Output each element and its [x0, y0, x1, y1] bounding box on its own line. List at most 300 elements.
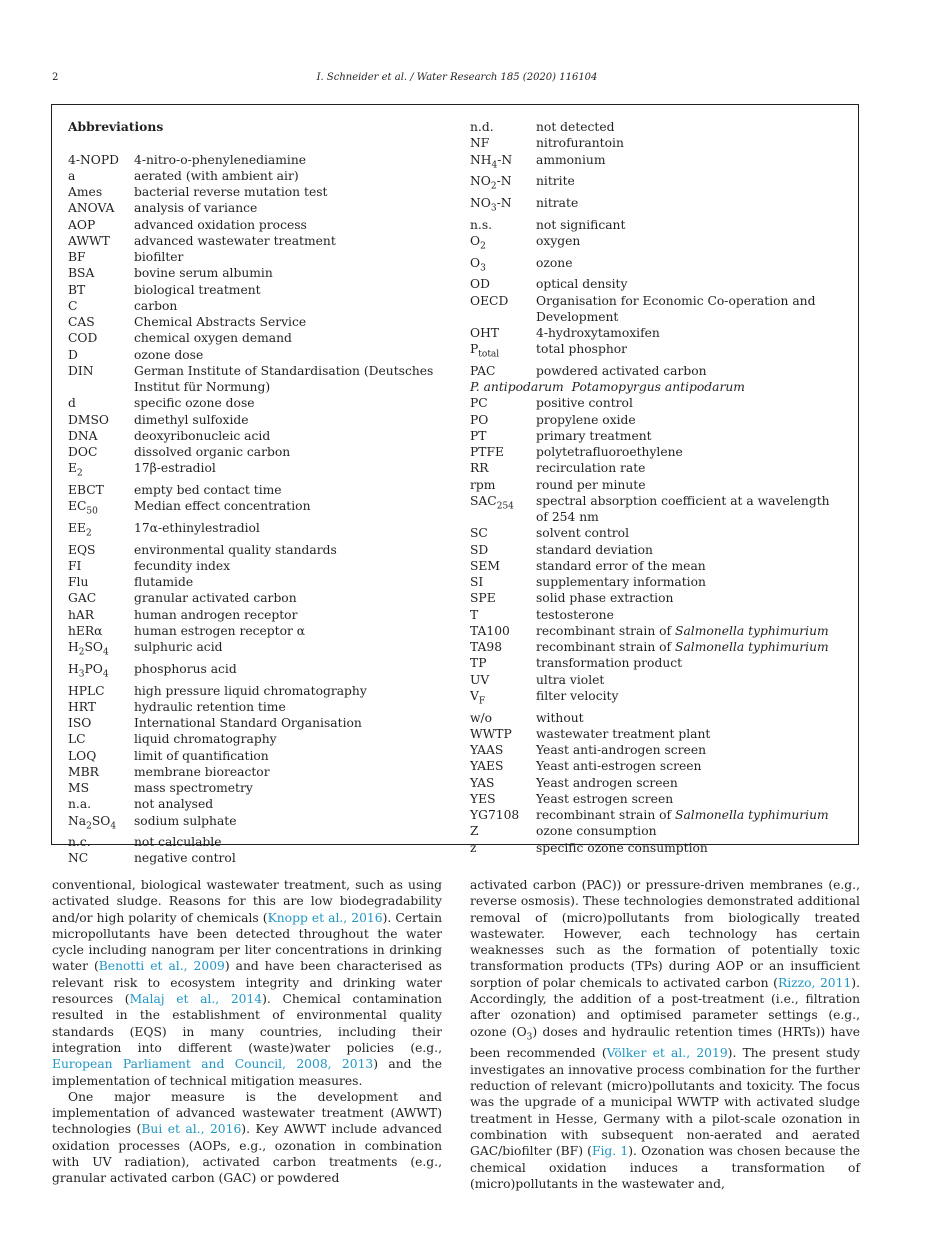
abbreviation-term — [68, 623, 134, 639]
abbreviation-subscript: 3 — [78, 669, 85, 680]
abbreviation-definition — [536, 726, 840, 742]
abbreviation-row — [470, 558, 840, 574]
abbreviation-term-text: OD — [470, 277, 490, 292]
abbreviation-term-text: HPLC — [68, 683, 105, 698]
abbreviation-definition — [536, 672, 840, 688]
abbreviation-term-text: z — [470, 840, 477, 855]
abbreviation-term-text: SI — [470, 575, 484, 590]
abbreviation-term-text: TP — [470, 656, 487, 671]
abbreviation-definition-text: wastewater treatment plant — [536, 726, 711, 741]
abbreviation-row — [68, 428, 448, 444]
abbreviation-term — [68, 412, 134, 428]
abbreviation-row — [470, 574, 840, 590]
abbreviation-term-text: DMSO — [68, 412, 109, 427]
abbreviation-row — [68, 731, 448, 747]
body-text: ). Chemical contamination resulted in the establishment of environmental quality standards (EQS) in many countries, including their integration into different (waste)water policies (e.g., — [52, 992, 442, 1055]
citation-link[interactable]: Malaj et al., 2014 — [129, 992, 263, 1007]
abbreviation-term — [68, 574, 134, 590]
abbreviation-definition-text: supplementary information — [536, 575, 706, 590]
abbreviations-left-column — [68, 119, 448, 867]
abbreviation-term-text: 4-NOPD — [68, 152, 119, 167]
abbreviation-definition-text: membrane bioreactor — [134, 764, 270, 779]
abbreviation-subscript: 4 — [102, 669, 109, 680]
abbreviation-term — [68, 715, 134, 731]
abbreviation-definition-text: Yeast anti-androgen screen — [536, 743, 707, 758]
abbreviation-term-text: AOP — [68, 217, 96, 232]
abbreviation-term — [68, 233, 134, 249]
abbreviation-definition-text: spectral absorption coefficient at a wavelength of 254 nm — [536, 493, 830, 525]
abbreviation-term-text: OHT — [470, 326, 500, 341]
abbreviation-definition-text: ozone dose — [134, 347, 204, 362]
body-text: ). Key AWWT include advanced oxidation processes (AOPs, e.g., ozonation in combination with UV radiation), activated carbon treatments (e.g., granular activated carbon (GAC) or powdered — [52, 1122, 442, 1186]
abbreviation-definition-text: optical density — [536, 277, 628, 292]
body-text: ). Accordingly, the addition of a post-treatment (i.e., filtration after ozonation) and optimised parameter settings (e.g., ozone (O — [470, 975, 860, 1039]
abbreviation-row — [68, 748, 448, 764]
abbreviation-term-text: SC — [470, 526, 488, 541]
abbreviation-term-text: TA100 — [470, 623, 510, 638]
abbreviation-term — [470, 590, 536, 606]
abbreviation-definition-text: German Institute of Standardisation (Deutsches Institut für Normung) — [134, 363, 434, 394]
abbreviation-term-tail: SO — [91, 813, 111, 828]
abbreviation-definition-italic: Salmonella typhimurium — [675, 640, 829, 655]
abbreviation-row — [470, 341, 840, 363]
abbreviation-subscript: 4 — [102, 647, 109, 658]
abbreviation-definition-text: nitrate — [536, 195, 579, 210]
abbreviation-definition — [134, 265, 448, 281]
abbreviation-definition — [536, 460, 840, 476]
abbreviation-definition — [536, 742, 840, 758]
abbreviation-definition-text: biofilter — [134, 250, 184, 264]
abbreviation-definition-text: phosphorus acid — [134, 661, 237, 676]
abbreviation-term-text: MS — [68, 781, 90, 796]
abbreviation-definition-text: fecundity index — [134, 558, 231, 573]
abbreviation-term-text: PAC — [470, 363, 496, 378]
abbreviation-definition-text: round per minute — [536, 477, 646, 492]
abbreviation-term: P. antipodarum — [470, 380, 564, 395]
abbreviation-term — [68, 460, 134, 482]
abbreviation-definition — [134, 764, 448, 780]
abbreviation-row — [470, 293, 840, 326]
abbreviation-subscript: total — [478, 349, 500, 360]
abbreviation-definition — [134, 715, 448, 731]
abbreviation-term — [470, 840, 536, 856]
abbreviation-term-text: EQS — [68, 542, 96, 557]
abbreviation-term-text: E — [68, 461, 77, 476]
abbreviation-term-text: PT — [470, 428, 487, 443]
abbreviation-definition-text: carbon — [134, 298, 178, 313]
abbreviation-term — [470, 791, 536, 807]
abbreviation-term — [68, 347, 134, 363]
abbreviation-term — [470, 325, 536, 341]
abbreviation-term-text: WWTP — [470, 726, 512, 741]
abbreviation-definition — [134, 363, 448, 396]
abbreviation-term — [68, 780, 134, 796]
abbreviation-definition — [134, 347, 448, 363]
abbreviation-term-text: n.c. — [68, 835, 91, 850]
abbreviation-row — [68, 482, 448, 498]
abbreviation-row — [470, 233, 840, 255]
body-text: ). The present study investigates an innovative process combination for the further reduction of relevant (micro)pollutants and toxicity. The focus was the upgrade of a municipal WWTP with activated sludge treatment in Hesse, Germany with a pilot-scale ozonation in combination with subsequent non-aerated and aerated GAC/biofilter (BF) ( — [470, 1046, 860, 1159]
abbreviation-definition — [536, 135, 840, 151]
abbreviation-row — [68, 699, 448, 715]
running-header — [52, 72, 862, 88]
abbreviation-definition — [536, 558, 840, 574]
abbreviation-subscript: 2 — [78, 647, 85, 658]
abbreviation-row — [68, 330, 448, 346]
body-text: ). Certain micropollutants have been detected throughout the water cycle including nanogram per liter concentrations in drinking water ( — [52, 910, 443, 974]
abbreviation-row — [68, 200, 448, 216]
citation-link[interactable]: Rizzo, 2011 — [777, 975, 852, 990]
abbreviation-row — [68, 363, 448, 396]
abbreviation-row — [68, 661, 448, 683]
abbreviation-definition — [134, 590, 448, 606]
abbreviation-definition — [536, 233, 840, 255]
abbreviation-row — [68, 249, 448, 265]
abbreviation-definition — [536, 428, 840, 444]
abbreviation-definition-text: advanced oxidation process — [134, 217, 307, 232]
abbreviation-term — [470, 119, 536, 135]
abbreviation-term — [68, 330, 134, 346]
abbreviation-term-text: LC — [68, 732, 86, 747]
abbreviation-term-text: SPE — [470, 591, 496, 606]
abbreviation-definition — [536, 623, 840, 639]
abbreviation-term-tail: PO — [84, 661, 103, 676]
abbreviation-definition-text: negative control — [134, 851, 236, 866]
abbreviation-term — [68, 683, 134, 699]
abbreviation-definition-text: liquid chromatography — [134, 732, 277, 747]
abbreviation-term-text: EC — [68, 499, 87, 514]
abbreviation-definition — [536, 477, 840, 493]
abbreviation-term — [470, 623, 536, 639]
abbreviation-row — [470, 791, 840, 807]
abbreviation-term-text: GAC — [68, 591, 97, 606]
abbreviation-row — [68, 764, 448, 780]
abbreviation-term — [68, 395, 134, 411]
abbreviation-term-text: BT — [68, 282, 86, 297]
abbreviation-row — [470, 525, 840, 541]
abbreviation-term-text: O — [470, 233, 481, 248]
abbreviation-term — [470, 152, 536, 174]
abbreviation-definition — [134, 314, 448, 330]
abbreviation-subscript: 50 — [86, 506, 98, 517]
abbreviation-subscript: F — [478, 696, 486, 707]
abbreviation-definition-text: Median effect concentration — [134, 499, 311, 514]
abbreviation-definition — [536, 775, 840, 791]
abbreviation-row — [68, 715, 448, 731]
abbreviation-term — [470, 460, 536, 476]
abbreviation-row — [470, 688, 840, 710]
abbreviation-subscript: 3 — [490, 203, 497, 214]
body-text: ) and the implementation of technical mitigation measures. — [52, 1057, 442, 1088]
abbreviation-row — [470, 623, 840, 639]
abbreviation-definition-text: limit of quantification — [134, 748, 269, 763]
abbreviation-definition-text: not analysed — [134, 797, 214, 812]
abbreviation-term-text: NC — [68, 851, 89, 866]
abbreviation-definition-text: standard error of the mean — [536, 558, 706, 573]
abbreviation-term — [470, 477, 536, 493]
abbreviation-definition-text: bacterial reverse mutation test — [134, 185, 328, 199]
abbreviation-definition-text: recombinant strain of — [536, 640, 676, 655]
abbreviation-definition-text: ultra violet — [536, 672, 605, 687]
abbreviation-definition — [536, 412, 840, 428]
abbreviation-row — [68, 542, 448, 558]
abbreviation-term — [68, 590, 134, 606]
abbreviation-term — [68, 444, 134, 460]
abbreviation-definition — [536, 325, 840, 341]
abbreviation-definition-text: transformation product — [536, 656, 683, 671]
abbreviation-definition-text: dimethyl sulfoxide — [134, 412, 249, 427]
abbreviation-term — [470, 276, 536, 292]
abbreviation-term-text: ANOVA — [68, 201, 115, 216]
abbreviation-term — [68, 249, 134, 265]
abbreviation-definition — [536, 119, 840, 135]
citation-link[interactable]: Völker et al., 2019 — [606, 1046, 728, 1061]
abbreviation-term — [470, 293, 536, 326]
body-text-column-2 — [470, 877, 860, 1192]
abbreviation-term — [68, 217, 134, 233]
abbreviation-definition-text: International Standard Organisation — [134, 716, 362, 731]
abbreviation-definition — [134, 731, 448, 747]
abbreviation-row — [470, 726, 840, 742]
abbreviation-definition-text: sulphuric acid — [134, 640, 223, 655]
abbreviation-term — [470, 758, 536, 774]
abbreviation-term — [470, 574, 536, 590]
abbreviation-definition-text: nitrite — [536, 174, 575, 189]
abbreviation-row — [470, 775, 840, 791]
abbreviation-definition-text: primary treatment — [536, 428, 652, 443]
abbreviation-term — [68, 748, 134, 764]
abbreviation-row — [470, 840, 840, 856]
body-text: ). Ozonation was chosen because the chemical oxidation induces a transformation of (micro)pollutants in the wastewater and, — [470, 1144, 860, 1191]
abbreviation-definition-text: specific ozone consumption — [536, 840, 708, 855]
abbreviation-term — [470, 607, 536, 623]
abbreviation-definition — [134, 850, 448, 866]
abbreviation-definition-text: ammonium — [536, 152, 606, 167]
abbreviation-term-text: COD — [68, 331, 98, 346]
abbreviation-term-text: n.s. — [470, 217, 493, 232]
abbreviation-row — [68, 520, 448, 542]
abbreviation-term-text: ISO — [68, 716, 92, 731]
citation-link[interactable]: Fig. 1 — [591, 1144, 629, 1159]
abbreviation-definition — [536, 807, 840, 823]
abbreviation-term — [68, 482, 134, 498]
abbreviation-term — [68, 542, 134, 558]
abbreviation-definition — [134, 520, 448, 542]
abbreviation-term-text: n.d. — [470, 120, 494, 134]
abbreviation-definition-text: mass spectrometry — [134, 781, 253, 796]
abbreviation-subscript: 254 — [496, 501, 514, 512]
abbreviation-term-text: AWWT — [68, 233, 110, 248]
subscript: 3 — [526, 1032, 533, 1043]
abbreviation-definition-text: standard deviation — [536, 542, 653, 557]
abbreviation-row — [470, 379, 840, 395]
abbreviation-definition — [134, 217, 448, 233]
abbreviation-term-text: YES — [470, 791, 496, 806]
abbreviation-definition-text: human estrogen receptor α — [134, 623, 306, 638]
abbreviation-definition — [134, 168, 448, 184]
abbreviation-term-text: BF — [68, 250, 86, 264]
abbreviation-row — [470, 542, 840, 558]
abbreviation-term — [68, 731, 134, 747]
abbreviation-definition-italic: Salmonella typhimurium — [675, 808, 829, 823]
abbreviation-definition — [134, 460, 448, 482]
abbreviation-term — [68, 363, 134, 396]
abbreviation-definition-text: 17β-estradiol — [134, 461, 216, 476]
abbreviation-row — [68, 282, 448, 298]
abbreviation-term-text: V — [470, 688, 479, 703]
abbreviation-definition — [536, 493, 840, 526]
abbreviation-definition-text: empty bed contact time — [134, 482, 282, 497]
abbreviation-row — [470, 135, 840, 151]
abbreviation-term-tail: -N — [496, 195, 512, 210]
abbreviation-row — [68, 347, 448, 363]
abbreviation-definition — [536, 255, 840, 277]
abbreviation-term — [68, 152, 134, 168]
abbreviation-term — [470, 775, 536, 791]
abbreviation-term-text: BSA — [68, 266, 95, 281]
abbreviation-row — [470, 428, 840, 444]
body-text: activated carbon (PAC)) or pressure-driven membranes (e.g., reverse osmosis). These technologies demonstrated additional removal of (micro)pollutants from biologically treated wastewater. However, each technology has certain weaknesses such as the formation of potentially toxic transformation products (TPs) during AOP or an insufficient sorption of polar chemicals to activated carbon ( — [470, 878, 860, 990]
abbreviation-term — [470, 363, 536, 379]
abbreviation-definition-text: 4-nitro-o-phenylenediamine — [134, 152, 307, 167]
abbreviation-term — [68, 834, 134, 850]
abbreviation-definition — [536, 655, 840, 671]
abbreviation-term — [68, 850, 134, 866]
abbreviation-term — [470, 135, 536, 151]
abbreviation-term — [470, 255, 536, 277]
abbreviation-term-text: a — [68, 168, 76, 183]
abbreviation-definition: Potamopyrgus antipodarum — [571, 380, 745, 395]
abbreviation-row — [68, 444, 448, 460]
abbreviation-row — [68, 395, 448, 411]
abbreviation-definition — [134, 498, 448, 520]
abbreviation-row — [68, 834, 448, 850]
abbreviation-term-tail: -N — [496, 174, 512, 189]
abbreviation-subscript: 2 — [490, 181, 497, 192]
abbreviation-term-tail: -N — [497, 152, 513, 167]
abbreviation-definition — [134, 330, 448, 346]
abbreviation-row — [470, 710, 840, 726]
abbreviation-definition-text: granular activated carbon — [134, 591, 297, 606]
abbreviation-term — [68, 265, 134, 281]
abbreviation-definition-text: analysis of variance — [134, 201, 258, 216]
abbreviation-term-text: NO — [470, 195, 491, 210]
abbreviation-definition — [134, 395, 448, 411]
abbreviation-definition-text: chemical oxygen demand — [134, 331, 292, 346]
abbreviation-definition-text: specific ozone dose — [134, 396, 255, 411]
body-text: ) and have been characterised as relevant risk to ecosystem integrity and drinking water resources ( — [52, 959, 442, 1007]
abbreviation-definition-text: 4-hydroxytamoxifen — [536, 326, 660, 341]
abbreviation-definition-text: high pressure liquid chromatography — [134, 683, 367, 698]
abbreviation-term-text: EE — [68, 520, 86, 535]
abbreviation-term — [470, 395, 536, 411]
citation-link[interactable]: Bui et al., 2016 — [141, 1122, 242, 1137]
abbreviation-definition — [134, 834, 448, 850]
abbreviation-definition — [134, 482, 448, 498]
abbreviation-row — [68, 265, 448, 281]
abbreviation-term-text: FI — [68, 558, 82, 573]
abbreviation-term — [68, 168, 134, 184]
abbreviation-definition — [134, 542, 448, 558]
abbreviation-term — [470, 525, 536, 541]
abbreviation-definition-text: environmental quality standards — [134, 542, 337, 557]
abbreviation-definition — [134, 796, 448, 812]
abbreviation-definition — [134, 780, 448, 796]
body-text-column-1 — [52, 877, 442, 1187]
abbreviation-term-text: Na — [68, 813, 87, 828]
abbreviation-term — [68, 639, 134, 661]
abbreviation-term-text: O — [470, 255, 481, 270]
abbreviation-term-text: SD — [470, 542, 489, 557]
abbreviation-row — [470, 758, 840, 774]
abbreviation-definition — [134, 699, 448, 715]
abbreviation-row — [470, 173, 840, 195]
abbreviation-definition-text: recirculation rate — [536, 461, 646, 476]
abbreviation-definition — [536, 363, 840, 379]
abbreviation-term — [470, 542, 536, 558]
abbreviation-term — [470, 493, 536, 526]
abbreviation-definition-text: not calculable — [134, 835, 222, 850]
abbreviation-definition — [134, 249, 448, 265]
abbreviation-definition — [536, 217, 840, 233]
abbreviation-term-text: EBCT — [68, 482, 104, 497]
abbreviation-term — [470, 558, 536, 574]
abbreviation-row — [68, 850, 448, 866]
abbreviation-row — [470, 477, 840, 493]
abbreviation-definition-text: testosterone — [536, 607, 614, 622]
abbreviation-row — [470, 639, 840, 655]
abbreviation-term — [68, 428, 134, 444]
abbreviation-definition-text: solvent control — [536, 526, 630, 541]
abbreviation-definition-text: solid phase extraction — [536, 591, 674, 606]
abbreviation-term — [470, 428, 536, 444]
abbreviation-definition — [536, 823, 840, 839]
abbreviation-row — [68, 233, 448, 249]
abbreviation-term — [68, 796, 134, 812]
abbreviation-term — [470, 444, 536, 460]
body-text: One major measure is the development and implementation of advanced wastewater treatment (AWWT) technologies ( — [52, 1089, 442, 1137]
abbreviation-term — [470, 710, 536, 726]
abbreviation-term — [470, 341, 536, 363]
abbreviation-definition-text: biological treatment — [134, 282, 261, 297]
citation-link[interactable]: Knopp et al., 2016 — [267, 910, 383, 925]
body-text: conventional, biological wastewater treatment, such as using activated sludge. Reasons for this are low biodegradability and/or high polarity of chemicals ( — [52, 878, 442, 925]
abbreviation-row — [470, 217, 840, 233]
abbreviation-term-text: d — [68, 396, 76, 411]
abbreviation-term-text: P — [470, 342, 479, 357]
abbreviation-term — [470, 655, 536, 671]
abbreviation-definition — [134, 639, 448, 661]
abbreviation-definition-text: aerated (with ambient air) — [134, 168, 299, 183]
abbreviation-term-text: PTFE — [470, 445, 504, 460]
abbreviation-definition — [536, 341, 840, 363]
abbreviation-definition — [536, 444, 840, 460]
abbreviation-definition-text: 17α-ethinylestradiol — [134, 520, 260, 535]
abbreviation-term — [470, 807, 536, 823]
abbreviation-row — [68, 412, 448, 428]
abbreviation-row — [68, 152, 448, 168]
abbreviation-definition — [536, 542, 840, 558]
abbreviation-row — [68, 184, 448, 200]
abbreviation-definition-text: positive control — [536, 396, 633, 411]
citation-link[interactable]: Benotti et al., 2009 — [98, 959, 225, 974]
abbreviation-definition — [536, 293, 840, 326]
citation-link[interactable]: European Parliament and Council, 2008, 2013 — [52, 1057, 374, 1072]
abbreviation-term — [470, 639, 536, 655]
abbreviation-term-text: MBR — [68, 764, 99, 779]
abbreviation-row — [68, 780, 448, 796]
abbreviation-term — [470, 195, 536, 217]
